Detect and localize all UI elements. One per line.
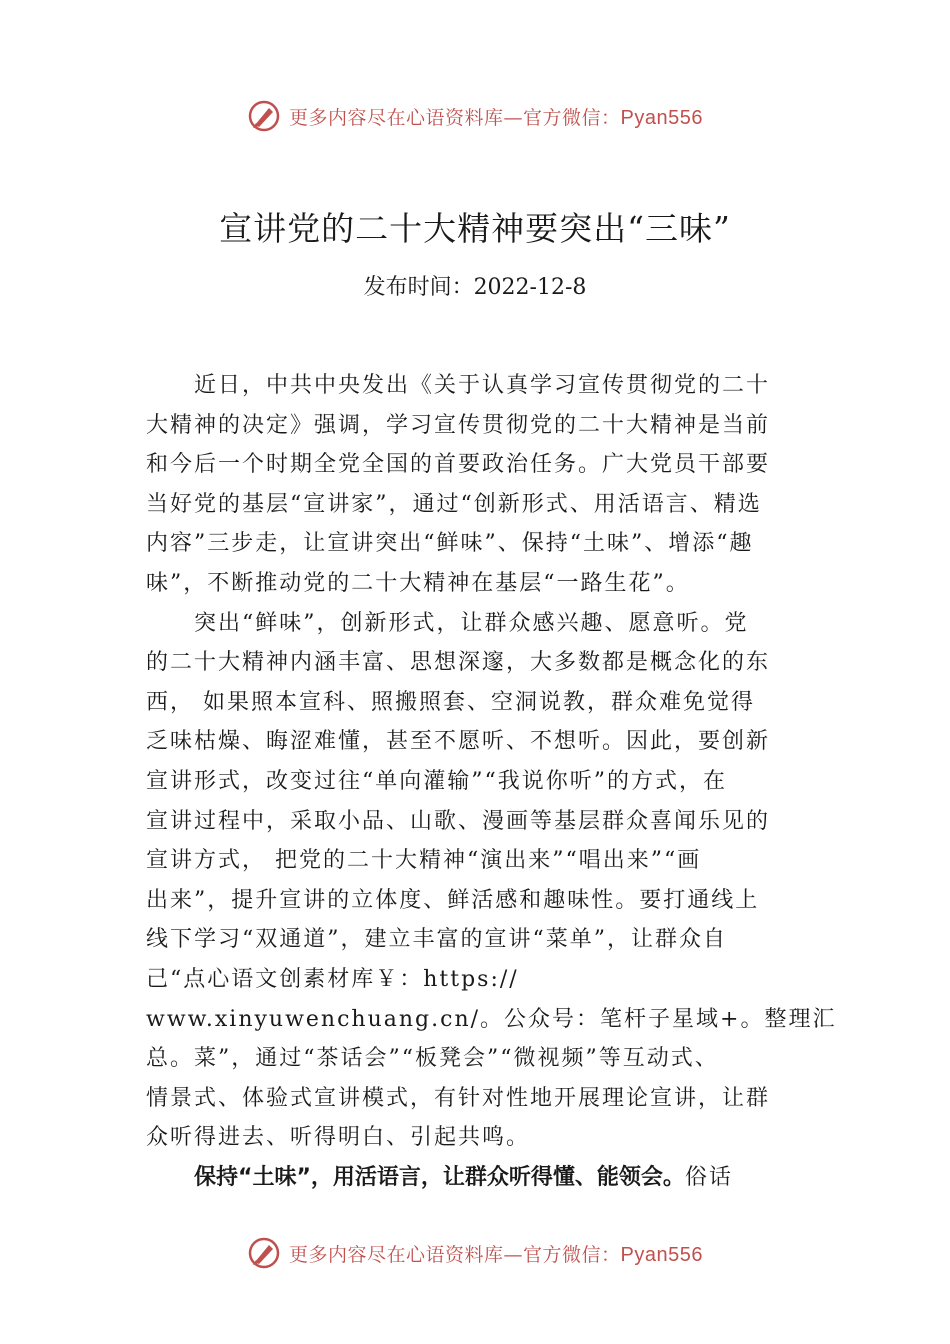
paragraph-line: 大精神的决定》强调，学习宣传贯彻党的二十大精神是当前: [146, 412, 771, 438]
footer-watermark: [0, 1233, 950, 1273]
brand-logo-icon: [247, 99, 281, 133]
paragraph-line: 己“点心语文创素材库￥：https://: [146, 966, 519, 992]
paragraph-text: 俗话: [684, 1164, 733, 1190]
article-title: 宣讲党的二十大精神要突出“三味”: [219, 209, 731, 248]
paragraph-line: 宣讲形式，改变过往“单向灌输”“我说你听”的方式，在: [146, 768, 727, 794]
paragraph-line: 宣讲方式， 把党的二十大精神“演出来”“唱出来”“画: [146, 848, 702, 874]
paragraph-line: 突出“鲜味”，创新形式，让群众感兴趣、愿意听。党: [194, 610, 749, 636]
paragraph-line: 众听得进去、听得明白、引起共鸣。: [146, 1125, 531, 1151]
watermark-text: 更多内容尽在心语资料库—官方微信：Pyan556: [289, 106, 703, 129]
paragraph-line: www.xinyuwenchuang.cn/。公众号：笔杆子星域+。整理汇: [146, 1006, 837, 1032]
paragraph-line: 和今后一个时期全党全国的首要政治任务。广大党员干部要: [146, 452, 771, 478]
paragraph-line: 近日，中共中央发出《关于认真学习宣传贯彻党的二十: [194, 373, 771, 398]
paragraph-line: 总。菜”，通过“茶话会”“板凳会”“微视频”等互动式、: [146, 1046, 719, 1072]
paragraph-line: 情景式、体验式宣讲模式，有针对性地开展理论宣讲，让群: [146, 1085, 771, 1111]
paragraph-line: 西， 如果照本宣科、照搬照套、空洞说教，群众难免觉得: [146, 689, 755, 715]
article-body: [146, 366, 837, 1197]
header-watermark: [0, 96, 950, 136]
paragraph-line: 内容”三步走，让宣讲突出“鲜味”、保持“土味”、增添“趣: [146, 531, 754, 557]
brand-logo-icon: [247, 1236, 281, 1270]
bold-heading-text: 保持“土味”，用活语言，让群众听得懂、能领会。: [194, 1164, 685, 1190]
paragraph-line: 味”，不断推动党的二十大精神在基层“一路生花”。: [146, 570, 690, 596]
paragraph-line: 线下学习“双通道”，建立丰富的宣讲“菜单”，让群众自: [146, 927, 727, 953]
publish-date: 发布时间：2022-12-8: [363, 275, 587, 300]
paragraph-line-bold-lead: [146, 1158, 811, 1198]
paragraph-line: 的二十大精神内涵丰富、思想深邃，大多数都是概念化的东: [146, 650, 771, 676]
paragraph-line: 乏味枯燥、晦涩难懂，甚至不愿听、不想听。因此，要创新: [146, 729, 771, 755]
paragraph-line: 当好党的基层“宣讲家”，通过“创新形式、用活语言、精选: [146, 491, 762, 517]
paragraph-line: 宣讲过程中，采取小品、山歌、漫画等基层群众喜闻乐见的: [146, 808, 771, 834]
watermark-text: 更多内容尽在心语资料库—官方微信：Pyan556: [289, 1243, 703, 1266]
paragraph-line: 出来”，提升宣讲的立体度、鲜活感和趣味性。要打通线上: [146, 887, 760, 913]
